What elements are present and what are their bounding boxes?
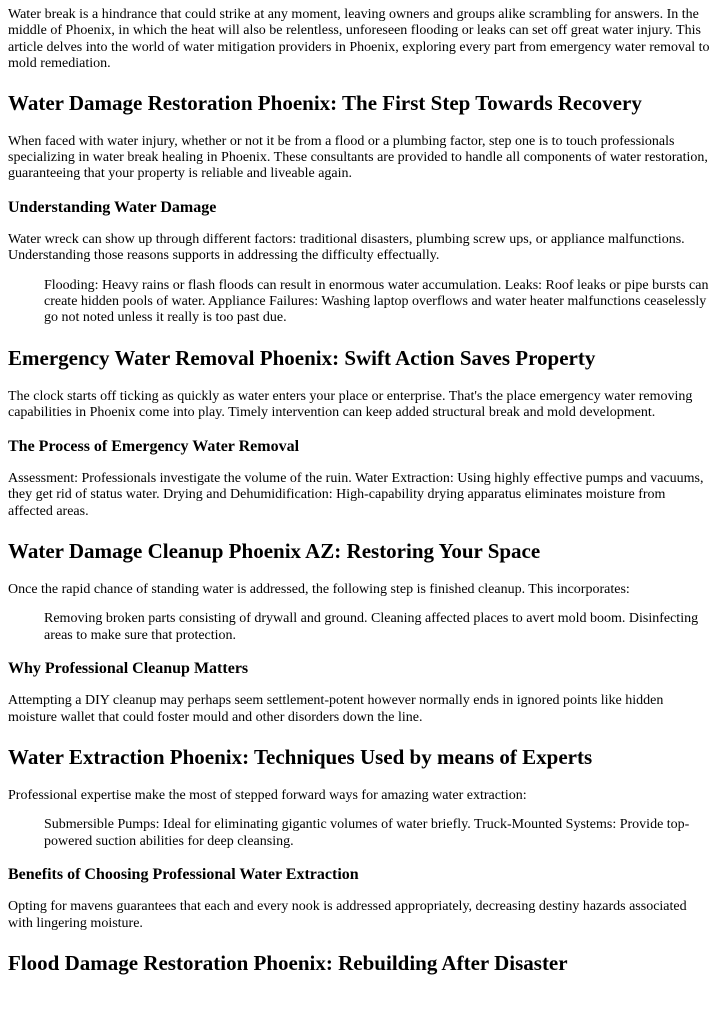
section-body-cleanup: Once the rapid chance of standing water is addressed, the following step is finished cleanup. This incorporates:: [8, 581, 630, 597]
intro-paragraph: Water break is a hindrance that could strike at any moment, leaving owners and groups alike scrambling for answers. In the middle of Phoenix, in which the heat will also be relentless, unforeseen flooding or leaks can set off great water injury. This article delves into the world of water mitigation providers in Phoenix, exploring every part from emergency water removal to mold remediation.: [8, 7, 710, 72]
section-heading-emergency: Emergency Water Removal Phoenix: Swift Action Saves Property: [8, 345, 596, 370]
subbody-understanding: Water wreck can show up through different factors: traditional disasters, plumbing screw ups, or appliance malfunctions. Understanding those reasons supports in addressing the difficulty effectually.: [8, 231, 685, 264]
section-body-emergency: The clock starts off ticking as quickly as water enters your place or enterprise. That's the place emergency water removing capabilities in Phoenix come into play. Timely intervention can keep added structural break and mold development.: [8, 388, 693, 421]
section-heading-flood: Flood Damage Restoration Phoenix: Rebuilding After Disaster: [8, 950, 568, 975]
quote-extraction-techniques: Submersible Pumps: Ideal for eliminating gigantic volumes of water briefly. Truck-Mounted Systems: Provide top-powered suction abilities for deep cleansing.: [44, 817, 690, 849]
subbody-why-cleanup: Attempting a DIY cleanup may perhaps seem settlement-potent however normally ends in ignored points like hidden moisture wallet that could foster mould and other disorders down the line.: [8, 693, 664, 725]
section-body-restoration: When faced with water injury, whether or not it be from a flood or a plumbing factor, step one is to touch professionals specializing in water break healing in Phoenix. These consultants are provided to handle all components of water restoration, guaranteeing that your property is reliable and liveable again.: [8, 133, 708, 182]
subheading-benefits: Benefits of Choosing Professional Water Extraction: [8, 866, 359, 884]
subbody-process: Assessment: Professionals investigate the volume of the ruin. Water Extraction: Using highly effective pumps and vacuums, they get rid of status water. Drying and Dehumidification: High-capability drying apparatus eliminates moisture from affected areas.: [8, 470, 704, 519]
subbody-benefits: Opting for mavens guarantees that each and every nook is addressed appropriately, decreasing destiny hazards associated with lingering moisture.: [8, 899, 687, 931]
quote-causes: Flooding: Heavy rains or flash floods can result in enormous water accumulation. Leaks: Roof leaks or pipe bursts can create hidden pools of water. Appliance Failures: Washing laptop overflows and water heater malfunctions ceaselessly go not noted unless it really is too past due.: [44, 277, 709, 326]
subheading-understanding: Understanding Water Damage: [8, 198, 217, 216]
subheading-why-cleanup: Why Professional Cleanup Matters: [8, 660, 249, 678]
section-heading-restoration: Water Damage Restoration Phoenix: The First Step Towards Recovery: [8, 90, 642, 115]
section-body-extraction: Professional expertise make the most of stepped forward ways for amazing water extraction:: [8, 787, 527, 803]
quote-cleanup-steps: Removing broken parts consisting of drywall and ground. Cleaning affected places to avert mold boom. Disinfecting areas to make sure that protection.: [44, 611, 699, 643]
section-heading-cleanup: Water Damage Cleanup Phoenix AZ: Restoring Your Space: [8, 538, 541, 563]
section-heading-extraction: Water Extraction Phoenix: Techniques Used by means of Experts: [8, 744, 593, 769]
subheading-process: The Process of Emergency Water Removal: [8, 437, 300, 455]
